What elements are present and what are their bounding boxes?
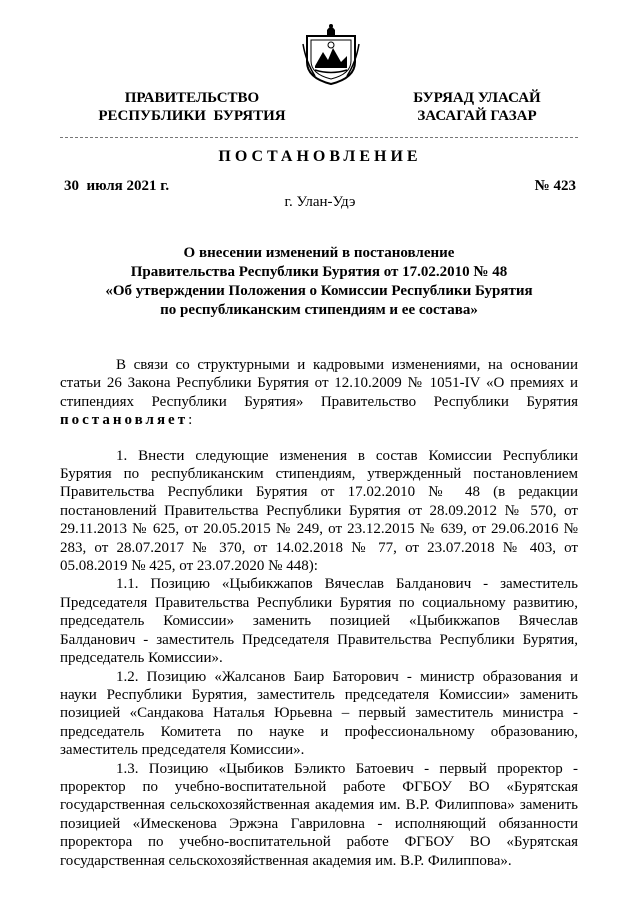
header-right-line-2: ЗАСАГАЙ ГАЗАР — [417, 108, 537, 124]
intro-text: В связи со структурными и кадровыми изменениями, на основании статьи 26 Закона Республики Бурятия от 12.10.2009 № 1051-IV «О премиях и стипендиях Республики Бурятия» Правительство Республики Бурятия — [60, 357, 578, 410]
document-body — [60, 356, 578, 870]
paragraph-gap — [60, 430, 578, 447]
clause-1: 1. Внести следующие изменения в состав Комиссии Республики Бурятия по республиканским стипендиям, утвержденный постановлением Правительства Республики Бурятия от 17.02.2010 № 48 (в редакции постановлений Правительства Республики Бурятия от 28.09.2012 № 570, от 29.11.2013 № 625, от 20.05.2015 № 249, от 23.12.2015 № 639, от 29.06.2016 № 283, от 28.07.2017 № 370, от 14.02.2018 № 77, от 23.07.2018 № 403, от 05.08.2019 № 425, от 23.07.2020 № 448): — [60, 447, 578, 575]
header-separator — [60, 137, 578, 138]
document-city: г. Улан-Удэ — [284, 194, 356, 210]
header-left-line-1: ПРАВИТЕЛЬСТВО — [124, 90, 260, 106]
intro-tail: : — [188, 412, 193, 429]
clause-1-3: 1.3. Позицию «Цыбиков Бэликто Батоевич - первый проректор - проректор по учебно-воспитательной работе ФГБОУ ВО «Бурятская государственная сельскохозяйственная академия им. В.Р. Филиппова» заменить позицией «Имескенова Эржэна Гавриловна - исполняющий обязанности проректора по учебно-воспитательной работе ФГБОУ ВО «Бурятская государственная сельскохозяйственная академия им. В.Р. Филиппова». — [60, 760, 578, 869]
title-line-3: «Об утверждении Положения о Комиссии Республики Бурятия — [105, 283, 533, 299]
government-name-russian — [92, 89, 292, 125]
header-right-line-1: БУРЯАД УЛАСАЙ — [413, 90, 541, 106]
clause-1-1: 1.1. Позицию «Цыбикжапов Вячеслав Балданович - заместитель Председателя Правительства Республики Бурятия по социальному развитию, председатель Комиссии» заменить позицией «Цыбикжапов Вячеслав Балданович - заместитель Председателя Правительства Республики Бурятия, председатель Комиссии». — [60, 576, 578, 667]
resolution-title — [60, 244, 578, 320]
title-line-2: Правительства Республики Бурятия от 17.02.2010 № 48 — [130, 264, 508, 280]
document-type-title: ПОСТАНОВЛЕНИЕ — [218, 148, 422, 165]
intro-paragraph — [60, 356, 578, 430]
clause-1-2: 1.2. Позицию «Жалсанов Баир Баторович - министр образования и науки Республики Бурятия, заместитель председателя Комиссии» заменить позицией «Сандакова Наталья Юрьевна – первый заместитель министра - председатель Комитета по науке и профессиональному образованию, заместитель председателя Комиссии». — [60, 668, 578, 759]
coat-of-arms-emblem — [301, 22, 361, 86]
government-name-buryat — [392, 89, 562, 125]
document-number: № 423 — [534, 178, 576, 194]
title-line-1: О внесении изменений в постановление — [183, 245, 455, 261]
resolves-word: постановляет — [60, 412, 189, 429]
title-line-4: по республиканским стипендиям и ее состава» — [160, 302, 478, 318]
header-left-line-2: РЕСПУБЛИКИ БУРЯТИЯ — [98, 108, 286, 124]
document-date: 30 июля 2021 г. — [64, 178, 170, 194]
